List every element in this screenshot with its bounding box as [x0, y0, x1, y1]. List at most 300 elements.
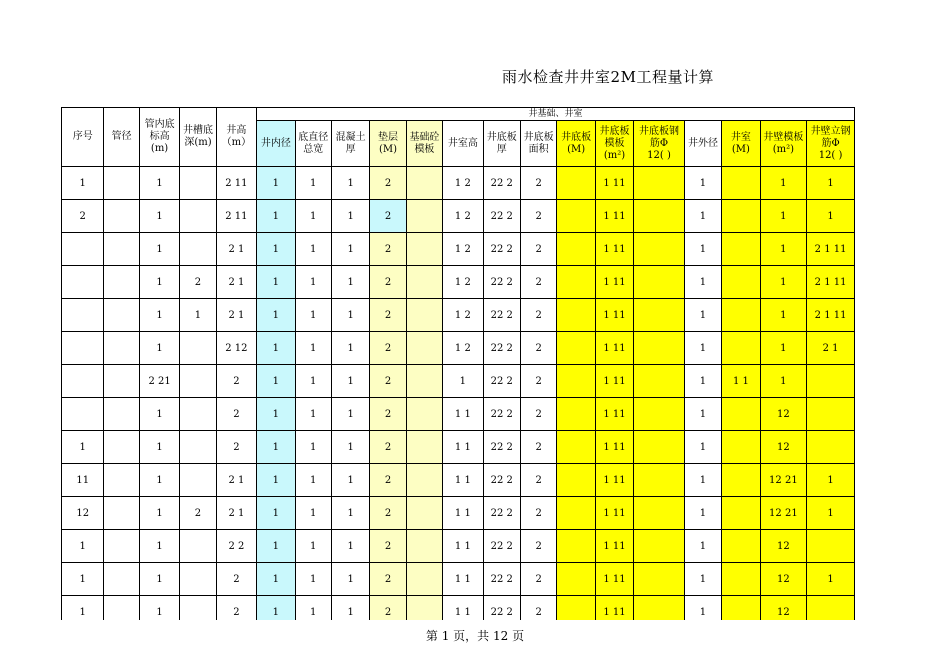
cell-outer-dia: 1 — [684, 365, 721, 398]
cell-bottom-dia-width: 1 — [295, 464, 331, 497]
cell-bottom-dia-width: 1 — [295, 365, 331, 398]
cell-cushion: 2 — [370, 200, 406, 233]
header-pipe-dia: 管径 — [104, 108, 139, 167]
cell-wall-rebar: 1 — [807, 167, 855, 200]
cell-chamber-height: 1 2 — [443, 299, 483, 332]
cell-slab-rebar — [634, 365, 685, 398]
page-title: 雨水检查井井室2M工程量计算 — [502, 68, 714, 86]
table-row — [62, 266, 855, 299]
cell-pipe-bottom: 1 — [139, 200, 179, 233]
cell-chamber — [722, 299, 760, 332]
cell-pipe-bottom: 1 — [139, 497, 179, 530]
cell-slab-formwork: 1 11 — [595, 398, 633, 431]
cell-chamber-height: 1 2 — [443, 233, 483, 266]
cell-chamber: 1 1 — [722, 365, 760, 398]
table-row — [62, 596, 855, 621]
cell-cushion: 2 — [370, 563, 406, 596]
cell-chamber — [722, 497, 760, 530]
cell-slab-rebar — [634, 530, 685, 563]
cell-slab — [557, 464, 595, 497]
cell-well-height: 2 11 — [216, 167, 256, 200]
cell-pipe-bottom: 1 — [139, 167, 179, 200]
cell-chamber-height: 1 2 — [443, 200, 483, 233]
cell-wall-formwork: 1 — [760, 332, 807, 365]
cell-trench-depth — [180, 200, 216, 233]
cell-base-formwork — [406, 464, 442, 497]
cell-slab-area: 2 — [520, 431, 556, 464]
cell-concrete-thick: 1 — [331, 464, 369, 497]
cell-seq: 1 — [62, 563, 104, 596]
cell-wall-rebar — [807, 431, 855, 464]
cell-pipe-dia — [104, 596, 139, 621]
cell-chamber — [722, 167, 760, 200]
cell-outer-dia: 1 — [684, 266, 721, 299]
cell-chamber-height: 1 2 — [443, 167, 483, 200]
cell-outer-dia: 1 — [684, 299, 721, 332]
cell-bottom-dia-width: 1 — [295, 563, 331, 596]
header-chamber-height: 井室高 — [443, 121, 483, 167]
cell-chamber — [722, 233, 760, 266]
cell-base-formwork — [406, 497, 442, 530]
cell-cushion: 2 — [370, 266, 406, 299]
cell-slab — [557, 365, 595, 398]
cell-cushion: 2 — [370, 233, 406, 266]
quantity-table-area — [61, 107, 855, 620]
cell-wall-rebar: 1 — [807, 464, 855, 497]
header-slab: 井底板 (M) — [557, 121, 595, 167]
cell-wall-formwork: 12 — [760, 431, 807, 464]
cell-wall-formwork: 1 — [760, 299, 807, 332]
cell-trench-depth — [180, 464, 216, 497]
cell-slab-thick: 22 2 — [483, 167, 520, 200]
cell-slab-formwork: 1 11 — [595, 431, 633, 464]
cell-wall-formwork: 1 — [760, 233, 807, 266]
cell-well-inner-dia: 1 — [257, 167, 295, 200]
cell-bottom-dia-width: 1 — [295, 200, 331, 233]
cell-concrete-thick: 1 — [331, 398, 369, 431]
cell-chamber — [722, 266, 760, 299]
cell-chamber-height: 1 1 — [443, 464, 483, 497]
cell-chamber — [722, 332, 760, 365]
cell-concrete-thick: 1 — [331, 299, 369, 332]
cell-chamber-height: 1 1 — [443, 398, 483, 431]
quantity-table — [61, 107, 855, 620]
cell-slab-area: 2 — [520, 530, 556, 563]
header-concrete-thick: 混凝土厚 — [331, 121, 369, 167]
cell-chamber — [722, 530, 760, 563]
cell-slab-area: 2 — [520, 596, 556, 621]
cell-outer-dia: 1 — [684, 398, 721, 431]
cell-slab — [557, 266, 595, 299]
table-row — [62, 233, 855, 266]
cell-pipe-bottom: 1 — [139, 563, 179, 596]
cell-cushion: 2 — [370, 530, 406, 563]
cell-trench-depth — [180, 233, 216, 266]
cell-seq — [62, 233, 104, 266]
cell-well-inner-dia: 1 — [257, 398, 295, 431]
cell-bottom-dia-width: 1 — [295, 497, 331, 530]
cell-chamber-height: 1 1 — [443, 530, 483, 563]
table-row — [62, 530, 855, 563]
cell-slab-formwork: 1 11 — [595, 332, 633, 365]
header-trench-depth: 井槽底深(m) — [180, 108, 216, 167]
cell-wall-formwork: 12 21 — [760, 464, 807, 497]
header-pipe-bottom: 管内底标高 (m) — [139, 108, 179, 167]
cell-bottom-dia-width: 1 — [295, 332, 331, 365]
cell-wall-formwork: 1 — [760, 167, 807, 200]
cell-concrete-thick: 1 — [331, 266, 369, 299]
cell-pipe-dia — [104, 365, 139, 398]
cell-slab-area: 2 — [520, 398, 556, 431]
cell-trench-depth — [180, 431, 216, 464]
cell-well-inner-dia: 1 — [257, 332, 295, 365]
cell-slab-rebar — [634, 299, 685, 332]
cell-seq: 1 — [62, 596, 104, 621]
cell-slab — [557, 233, 595, 266]
cell-outer-dia: 1 — [684, 200, 721, 233]
cell-pipe-dia — [104, 233, 139, 266]
cell-slab-rebar — [634, 200, 685, 233]
cell-slab-rebar — [634, 398, 685, 431]
cell-slab-rebar — [634, 431, 685, 464]
cell-pipe-dia — [104, 299, 139, 332]
cell-well-height: 2 1 — [216, 266, 256, 299]
cell-trench-depth: 1 — [180, 299, 216, 332]
cell-pipe-bottom: 1 — [139, 464, 179, 497]
cell-wall-rebar: 1 — [807, 200, 855, 233]
cell-chamber — [722, 398, 760, 431]
cell-wall-rebar — [807, 596, 855, 621]
cell-wall-formwork: 12 — [760, 563, 807, 596]
header-wall-formwork: 井壁模板 (m²) — [760, 121, 807, 167]
cell-wall-formwork: 12 — [760, 596, 807, 621]
cell-pipe-bottom: 1 — [139, 266, 179, 299]
table-row — [62, 431, 855, 464]
cell-well-height: 2 11 — [216, 200, 256, 233]
cell-cushion: 2 — [370, 398, 406, 431]
cell-slab — [557, 398, 595, 431]
cell-slab-area: 2 — [520, 200, 556, 233]
cell-well-inner-dia: 1 — [257, 464, 295, 497]
cell-seq — [62, 365, 104, 398]
cell-pipe-dia — [104, 497, 139, 530]
cell-well-height: 2 2 — [216, 530, 256, 563]
cell-well-inner-dia: 1 — [257, 299, 295, 332]
cell-chamber — [722, 563, 760, 596]
cell-outer-dia: 1 — [684, 233, 721, 266]
cell-wall-formwork: 12 — [760, 398, 807, 431]
cell-chamber-height: 1 1 — [443, 596, 483, 621]
cell-cushion: 2 — [370, 431, 406, 464]
cell-well-inner-dia: 1 — [257, 233, 295, 266]
cell-outer-dia: 1 — [684, 332, 721, 365]
cell-well-height: 2 1 — [216, 464, 256, 497]
cell-base-formwork — [406, 431, 442, 464]
cell-chamber-height: 1 1 — [443, 563, 483, 596]
cell-wall-formwork: 1 — [760, 266, 807, 299]
cell-slab — [557, 596, 595, 621]
header-slab-rebar: 井底板钢筋Φ 12( ) — [634, 121, 685, 167]
cell-pipe-bottom: 1 — [139, 332, 179, 365]
cell-seq — [62, 266, 104, 299]
header-bottom-dia-width: 底直径总宽 — [295, 121, 331, 167]
cell-concrete-thick: 1 — [331, 497, 369, 530]
cell-well-inner-dia: 1 — [257, 596, 295, 621]
cell-chamber — [722, 464, 760, 497]
header-slab-thick: 井底板厚 — [483, 121, 520, 167]
cell-wall-rebar: 2 1 11 — [807, 299, 855, 332]
cell-wall-rebar: 1 — [807, 497, 855, 530]
cell-wall-formwork: 1 — [760, 365, 807, 398]
cell-pipe-dia — [104, 200, 139, 233]
cell-slab — [557, 497, 595, 530]
cell-chamber — [722, 431, 760, 464]
cell-slab-thick: 22 2 — [483, 266, 520, 299]
cell-chamber-height: 1 2 — [443, 332, 483, 365]
cell-seq: 1 — [62, 530, 104, 563]
cell-outer-dia: 1 — [684, 563, 721, 596]
cell-pipe-dia — [104, 431, 139, 464]
header-base-formwork: 基础砼模板 — [406, 121, 442, 167]
cell-seq: 12 — [62, 497, 104, 530]
cell-chamber-height: 1 — [443, 365, 483, 398]
cell-well-height: 2 12 — [216, 332, 256, 365]
cell-well-height: 2 1 — [216, 497, 256, 530]
cell-base-formwork — [406, 332, 442, 365]
cell-slab — [557, 167, 595, 200]
cell-slab-area: 2 — [520, 365, 556, 398]
cell-slab-thick: 22 2 — [483, 365, 520, 398]
cell-pipe-bottom: 2 21 — [139, 365, 179, 398]
cell-cushion: 2 — [370, 299, 406, 332]
cell-cushion: 2 — [370, 332, 406, 365]
cell-slab-rebar — [634, 497, 685, 530]
cell-slab-thick: 22 2 — [483, 398, 520, 431]
cell-base-formwork — [406, 200, 442, 233]
cell-base-formwork — [406, 233, 442, 266]
cell-cushion: 2 — [370, 497, 406, 530]
cell-trench-depth — [180, 365, 216, 398]
table-row — [62, 464, 855, 497]
table-row — [62, 398, 855, 431]
header-seq: 序号 — [62, 108, 104, 167]
cell-slab-formwork: 1 11 — [595, 530, 633, 563]
cell-slab — [557, 563, 595, 596]
cell-trench-depth — [180, 563, 216, 596]
cell-pipe-bottom: 1 — [139, 431, 179, 464]
header-outer-dia: 井外径 — [684, 121, 721, 167]
cell-slab-rebar — [634, 464, 685, 497]
cell-cushion: 2 — [370, 596, 406, 621]
cell-well-height: 2 — [216, 431, 256, 464]
cell-pipe-bottom: 1 — [139, 530, 179, 563]
cell-concrete-thick: 1 — [331, 596, 369, 621]
cell-slab-formwork: 1 11 — [595, 563, 633, 596]
cell-slab-formwork: 1 11 — [595, 233, 633, 266]
cell-chamber — [722, 596, 760, 621]
cell-bottom-dia-width: 1 — [295, 266, 331, 299]
cell-base-formwork — [406, 398, 442, 431]
cell-trench-depth — [180, 332, 216, 365]
cell-bottom-dia-width: 1 — [295, 299, 331, 332]
cell-pipe-dia — [104, 398, 139, 431]
header-slab-formwork: 井底板模板 (m²) — [595, 121, 633, 167]
cell-slab-area: 2 — [520, 299, 556, 332]
cell-seq — [62, 398, 104, 431]
cell-well-height: 2 — [216, 365, 256, 398]
cell-seq: 1 — [62, 167, 104, 200]
cell-wall-formwork: 12 21 — [760, 497, 807, 530]
table-row — [62, 365, 855, 398]
cell-pipe-dia — [104, 266, 139, 299]
cell-well-height: 2 1 — [216, 233, 256, 266]
cell-slab-thick: 22 2 — [483, 332, 520, 365]
cell-concrete-thick: 1 — [331, 167, 369, 200]
cell-pipe-dia — [104, 464, 139, 497]
cell-concrete-thick: 1 — [331, 431, 369, 464]
header-wall-rebar: 井壁立钢筋Φ 12( ) — [807, 121, 855, 167]
cell-seq: 2 — [62, 200, 104, 233]
header-well-height: 井高 （m） — [216, 108, 256, 167]
cell-well-inner-dia: 1 — [257, 563, 295, 596]
cell-slab-thick: 22 2 — [483, 563, 520, 596]
cell-base-formwork — [406, 530, 442, 563]
cell-slab-area: 2 — [520, 266, 556, 299]
cell-wall-rebar: 1 — [807, 563, 855, 596]
cell-wall-rebar: 2 1 11 — [807, 266, 855, 299]
table-row — [62, 332, 855, 365]
table-row — [62, 200, 855, 233]
cell-slab-thick: 22 2 — [483, 497, 520, 530]
cell-slab — [557, 200, 595, 233]
cell-slab-formwork: 1 11 — [595, 266, 633, 299]
cell-trench-depth: 2 — [180, 266, 216, 299]
cell-slab-thick: 22 2 — [483, 596, 520, 621]
cell-slab — [557, 431, 595, 464]
cell-pipe-dia — [104, 332, 139, 365]
cell-bottom-dia-width: 1 — [295, 233, 331, 266]
cell-slab-thick: 22 2 — [483, 464, 520, 497]
cell-slab — [557, 530, 595, 563]
cell-concrete-thick: 1 — [331, 530, 369, 563]
table-row — [62, 167, 855, 200]
cell-slab-thick: 22 2 — [483, 200, 520, 233]
cell-wall-rebar: 2 1 — [807, 332, 855, 365]
table-row — [62, 497, 855, 530]
cell-slab-formwork: 1 11 — [595, 464, 633, 497]
cell-wall-formwork: 1 — [760, 200, 807, 233]
cell-well-height: 2 — [216, 398, 256, 431]
cell-outer-dia: 1 — [684, 497, 721, 530]
cell-base-formwork — [406, 596, 442, 621]
page-footer: 第 1 页，共 12 页 — [425, 629, 525, 643]
cell-slab-area: 2 — [520, 332, 556, 365]
cell-slab-thick: 22 2 — [483, 233, 520, 266]
cell-wall-rebar — [807, 365, 855, 398]
cell-trench-depth: 2 — [180, 497, 216, 530]
header-group: 井基础、井室 — [257, 108, 855, 121]
table-body — [62, 167, 855, 621]
cell-seq — [62, 299, 104, 332]
header-chamber: 井室 (M) — [722, 121, 760, 167]
cell-base-formwork — [406, 167, 442, 200]
cell-outer-dia: 1 — [684, 431, 721, 464]
cell-well-inner-dia: 1 — [257, 266, 295, 299]
cell-pipe-bottom: 1 — [139, 398, 179, 431]
cell-wall-rebar: 2 1 11 — [807, 233, 855, 266]
cell-slab-rebar — [634, 266, 685, 299]
cell-seq — [62, 332, 104, 365]
cell-cushion: 2 — [370, 464, 406, 497]
cell-trench-depth — [180, 530, 216, 563]
cell-concrete-thick: 1 — [331, 233, 369, 266]
cell-pipe-bottom: 1 — [139, 299, 179, 332]
cell-chamber-height: 1 1 — [443, 431, 483, 464]
cell-slab-formwork: 1 11 — [595, 167, 633, 200]
table-row — [62, 299, 855, 332]
cell-well-inner-dia: 1 — [257, 431, 295, 464]
cell-chamber-height: 1 2 — [443, 266, 483, 299]
table-row — [62, 563, 855, 596]
cell-slab-formwork: 1 11 — [595, 299, 633, 332]
cell-slab-formwork: 1 11 — [595, 497, 633, 530]
cell-bottom-dia-width: 1 — [295, 596, 331, 621]
cell-pipe-dia — [104, 167, 139, 200]
cell-bottom-dia-width: 1 — [295, 167, 331, 200]
cell-trench-depth — [180, 596, 216, 621]
header-cushion: 垫层 (M) — [370, 121, 406, 167]
cell-outer-dia: 1 — [684, 167, 721, 200]
cell-well-inner-dia: 1 — [257, 365, 295, 398]
cell-outer-dia: 1 — [684, 596, 721, 621]
cell-pipe-bottom: 1 — [139, 233, 179, 266]
cell-seq: 11 — [62, 464, 104, 497]
cell-well-inner-dia: 1 — [257, 200, 295, 233]
header-well-inner-dia: 井内径 — [257, 121, 295, 167]
cell-slab — [557, 299, 595, 332]
cell-well-height: 2 — [216, 596, 256, 621]
cell-base-formwork — [406, 365, 442, 398]
cell-concrete-thick: 1 — [331, 365, 369, 398]
cell-slab-formwork: 1 11 — [595, 365, 633, 398]
cell-cushion: 2 — [370, 365, 406, 398]
cell-slab-rebar — [634, 233, 685, 266]
cell-concrete-thick: 1 — [331, 332, 369, 365]
cell-slab-area: 2 — [520, 563, 556, 596]
cell-slab — [557, 332, 595, 365]
cell-base-formwork — [406, 299, 442, 332]
cell-slab-area: 2 — [520, 497, 556, 530]
cell-cushion: 2 — [370, 167, 406, 200]
cell-slab-thick: 22 2 — [483, 530, 520, 563]
cell-outer-dia: 1 — [684, 464, 721, 497]
cell-well-inner-dia: 1 — [257, 530, 295, 563]
cell-pipe-dia — [104, 563, 139, 596]
cell-bottom-dia-width: 1 — [295, 398, 331, 431]
cell-concrete-thick: 1 — [331, 563, 369, 596]
header-slab-area: 井底板面积 — [520, 121, 556, 167]
cell-slab-thick: 22 2 — [483, 431, 520, 464]
cell-pipe-dia — [104, 530, 139, 563]
cell-slab-area: 2 — [520, 464, 556, 497]
cell-base-formwork — [406, 563, 442, 596]
cell-wall-rebar — [807, 530, 855, 563]
cell-trench-depth — [180, 398, 216, 431]
cell-slab-formwork: 1 11 — [595, 200, 633, 233]
cell-slab-area: 2 — [520, 167, 556, 200]
cell-slab-rebar — [634, 167, 685, 200]
cell-bottom-dia-width: 1 — [295, 530, 331, 563]
